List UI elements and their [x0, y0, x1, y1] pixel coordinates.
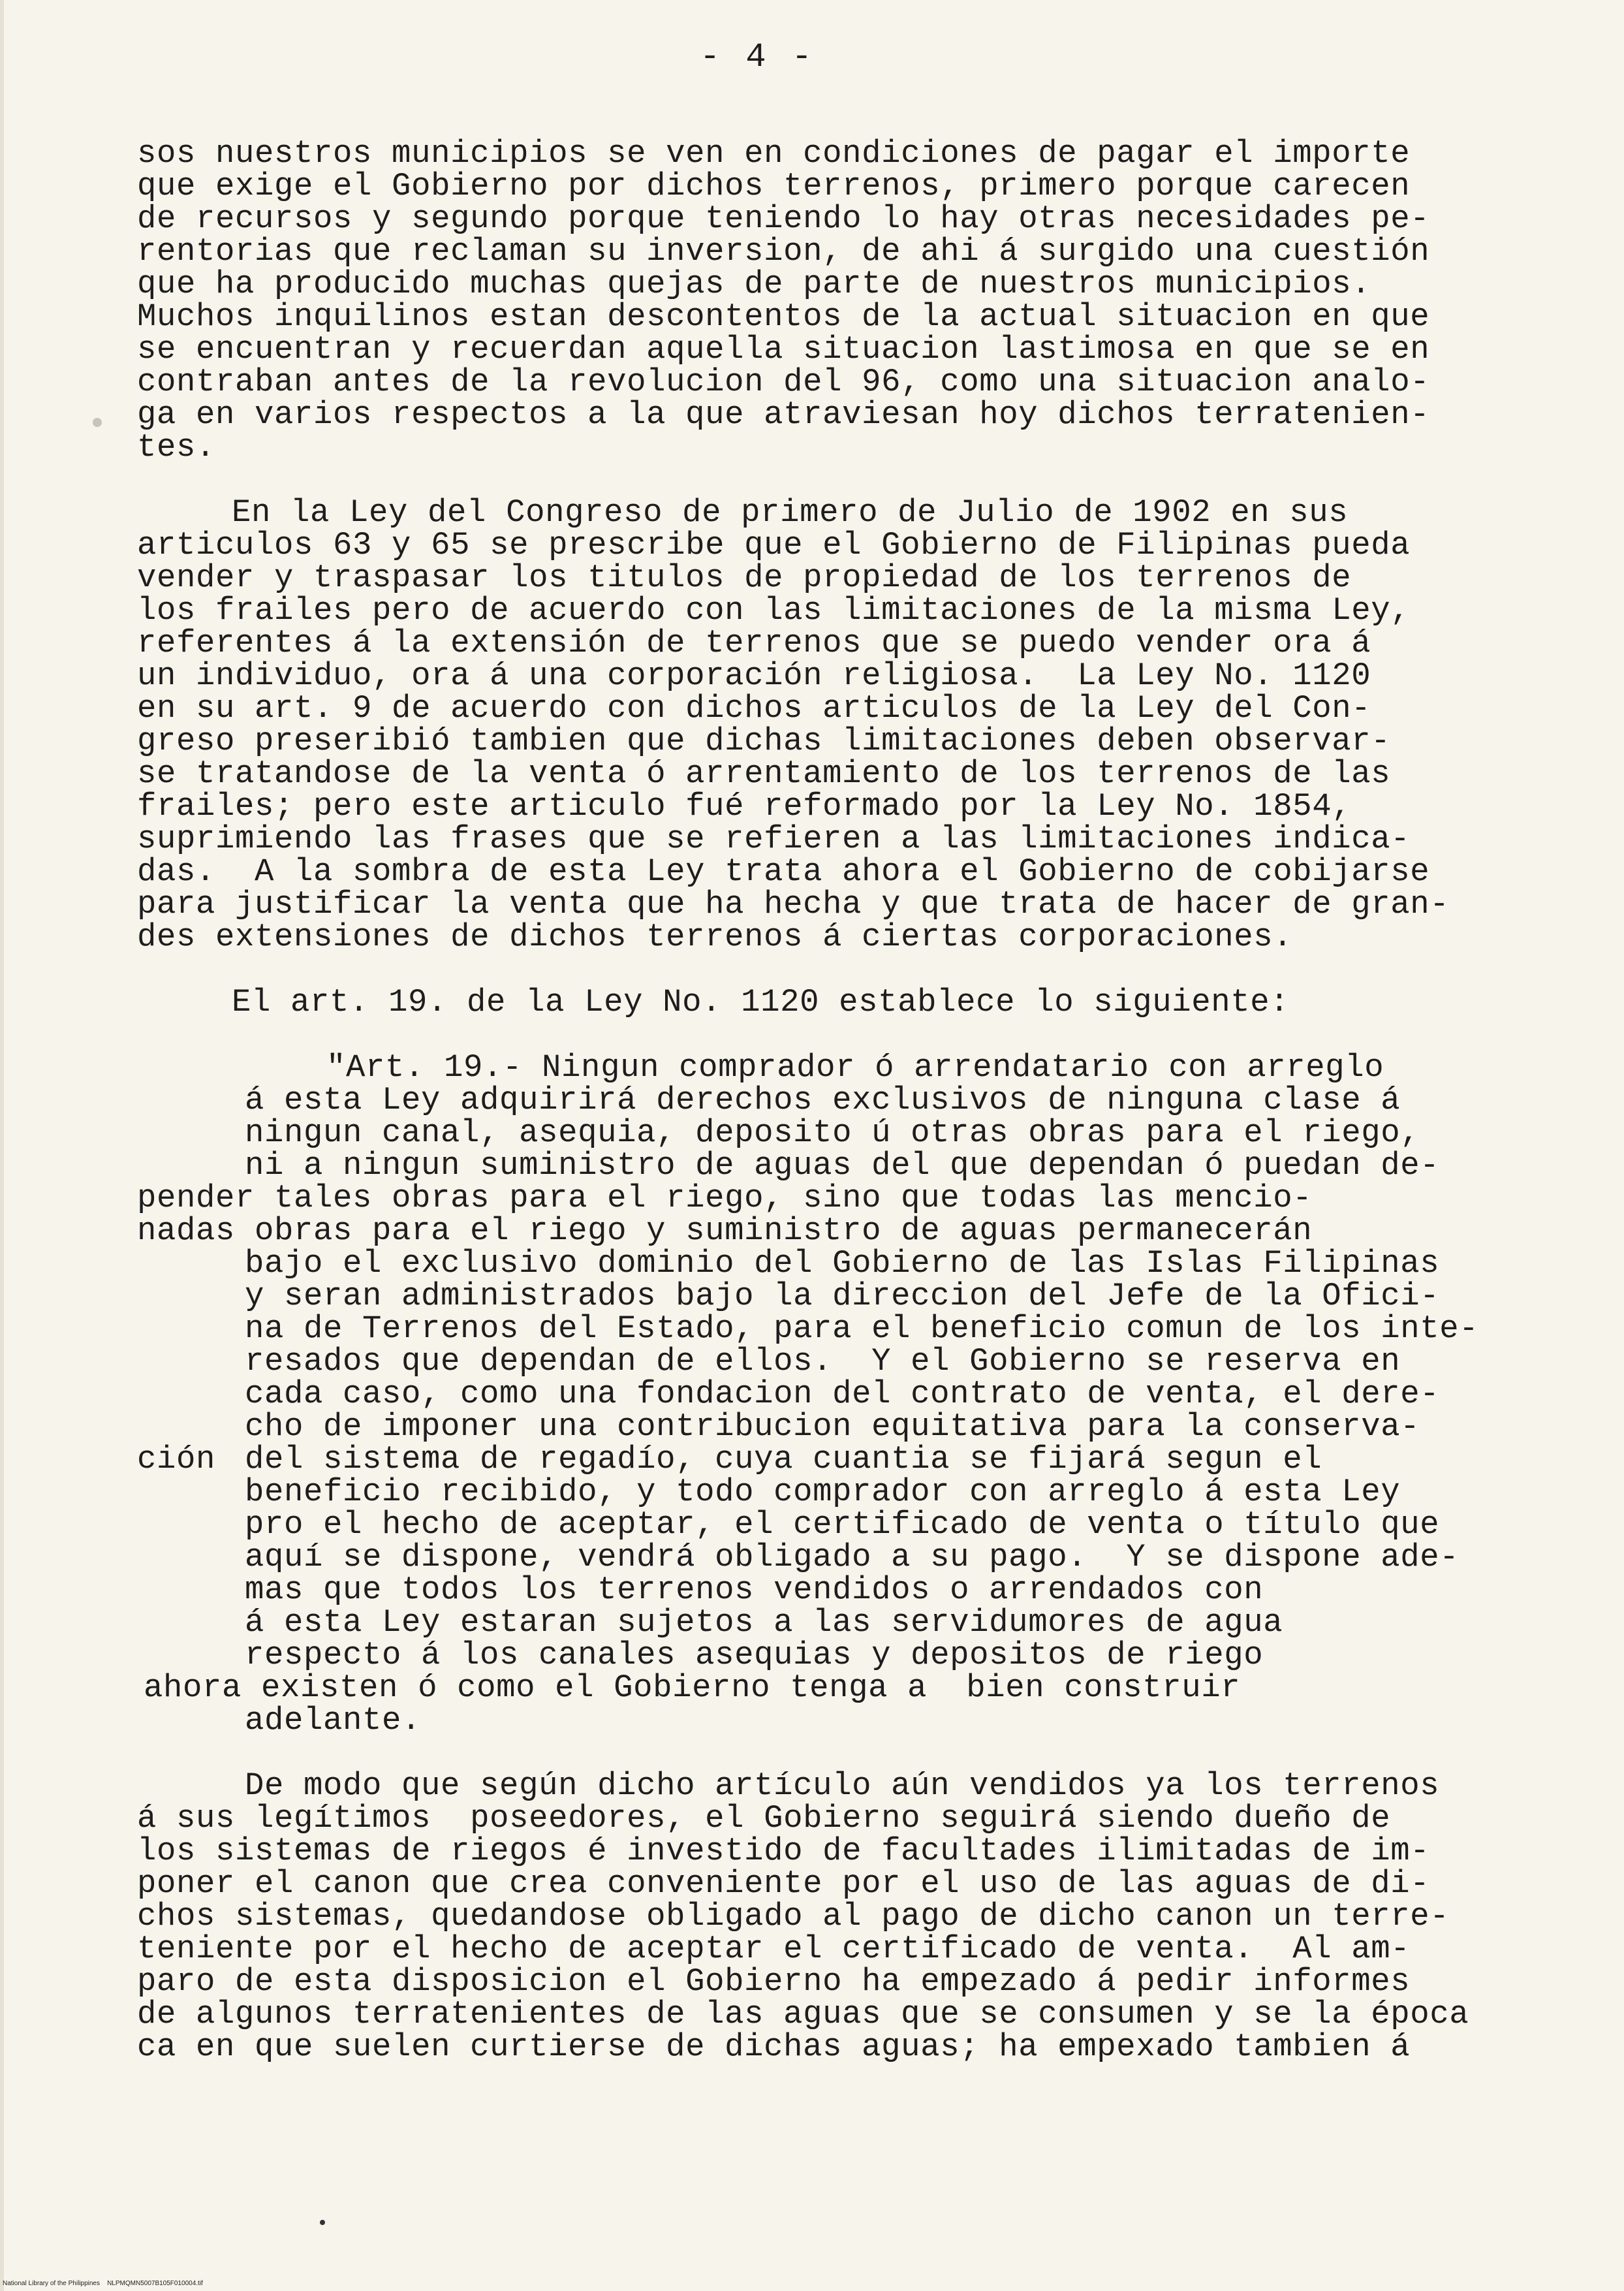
text-line: suprimiendo las frases que se refieren a las limitaciones indica- — [137, 821, 1411, 857]
quote-line: resados que dependan de ellos. Y el Gobierno se reserva en — [245, 1343, 1401, 1380]
text-line: en su art. 9 de acuerdo con dichos articulos de la Ley del Con- — [137, 690, 1371, 727]
scan-speck — [320, 2220, 325, 2225]
quote-line: del sistema de regadío, cuya cuantia se fijará segun el — [245, 1441, 1322, 1477]
text-line: ga en varios respectos a la que atraviesan hoy dichos terratenien- — [137, 396, 1430, 433]
quote-line: nadas obras para el riego y suministro de aguas permanecerán — [137, 1212, 1313, 1249]
text-line: des extensiones de dichos terrenos á ciertas corporaciones. — [137, 919, 1293, 955]
text-line: contraban antes de la revolucion del 96, como una situacion analo- — [137, 364, 1430, 400]
quote-line: ni a ningun suministro de aguas del que dependan ó puedan de- — [245, 1147, 1440, 1184]
quote-line: á esta Ley adquirirá derechos exclusivos de ninguna clase á — [245, 1082, 1401, 1118]
text-line: De modo que según dicho artículo aún vendidos ya los terrenos — [245, 1767, 1440, 1804]
quote-line: y seran administrados bajo la direccion del Jefe de la Ofici- — [245, 1278, 1440, 1314]
quote-line: mas que todos los terrenos vendidos o arrendados con — [245, 1572, 1264, 1608]
archive-footer: National Library of the Philippines NLPMQMN5007B105F010004.tif — [3, 2280, 203, 2287]
text-line: ca en que suelen curtierse de dichas aguas; ha empexado tambien á — [137, 2029, 1411, 2065]
text-line: se encuentran y recuerdan aquella situacion lastimosa en que se en — [137, 331, 1430, 368]
text-line: un individuo, ora á una corporación religiosa. La Ley No. 1120 — [137, 657, 1371, 694]
quote-line: pro el hecho de aceptar, el certificado de venta o título que — [245, 1506, 1440, 1543]
quote-line: respecto á los canales asequias y depositos de riego — [245, 1637, 1264, 1673]
text-line: poner el canon que crea conveniente por el uso de las aguas de di- — [137, 1865, 1430, 1902]
text-line: rentorias que reclaman su inversion, de ahi á surgido una cuestión — [137, 233, 1430, 270]
text-line: á sus legítimos poseedores, el Gobierno seguirá siendo dueño de — [137, 1800, 1391, 1837]
text-line: tes. — [137, 429, 216, 466]
quote-line: bajo el exclusivo dominio del Gobierno de las Islas Filipinas — [245, 1245, 1440, 1282]
text-line: de algunos terratenientes de las aguas que se consumen y se la época — [137, 1996, 1469, 2032]
text-line: greso preseribió tambien que dichas limitaciones deben observar- — [137, 723, 1391, 759]
page-edge-shadow — [0, 0, 4, 2291]
text-line: referentes á la extensión de terrenos que se puedo vender ora á — [137, 625, 1371, 661]
text-line: los frailes pero de acuerdo con las limitaciones de la misma Ley, — [137, 592, 1411, 629]
text-line: que exige el Gobierno por dichos terrenos, primero porque carecen — [137, 168, 1411, 204]
text-line: teniente por el hecho de aceptar el certificado de venta. Al am- — [137, 1931, 1411, 1967]
quote-line: á esta Ley estaran sujetos a las servidumores de agua — [245, 1604, 1283, 1641]
text-line: sos nuestros municipios se ven en condiciones de pagar el importe — [137, 135, 1411, 172]
text-line: se tratandose de la venta ó arrentamiento de los terrenos de las — [137, 755, 1391, 792]
text-line: vender y traspasar los titulos de propiedad de los terrenos de — [137, 560, 1352, 596]
quote-line: pender tales obras para el riego, sino que todas las mencio- — [137, 1180, 1313, 1216]
text-line: En la Ley del Congreso de primero de Julio de 1902 en sus — [232, 494, 1349, 531]
text-line: los sistemas de riegos é investido de facultades ilimitadas de im- — [137, 1833, 1430, 1869]
quote-line-margin-word: ción — [137, 1441, 216, 1477]
text-line: Muchos inquilinos estan descontentos de la actual situacion en que — [137, 298, 1430, 335]
quote-line: beneficio recibido, y todo comprador con arreglo á esta Ley — [245, 1474, 1401, 1510]
quote-line: "Art. 19.- Ningun comprador ó arrendatario con arreglo — [326, 1049, 1384, 1086]
text-line: frailes; pero este articulo fué reformado por la Ley No. 1854, — [137, 788, 1352, 825]
quote-line: ningun canal, asequia, deposito ú otras obras para el riego, — [245, 1114, 1420, 1151]
text-line: El art. 19. de la Ley No. 1120 establece lo siguiente: — [232, 984, 1290, 1020]
text-line: de recursos y segundo porque teniendo lo hay otras necesidades pe- — [137, 200, 1430, 237]
quote-line: adelante. — [245, 1702, 422, 1739]
text-line: articulos 63 y 65 se prescribe que el Gobierno de Filipinas pueda — [137, 527, 1411, 563]
quote-line: ahora existen ó como el Gobierno tenga a bien construir — [144, 1669, 1241, 1706]
page-number: - 4 - — [699, 38, 815, 76]
scan-speck — [93, 418, 102, 427]
quote-line: cho de imponer una contribucion equitativa para la conserva- — [245, 1408, 1420, 1445]
text-line: das. A la sombra de esta Ley trata ahora el Gobierno de cobijarse — [137, 853, 1430, 890]
text-line: que ha producido muchas quejas de parte de nuestros municipios. — [137, 266, 1371, 302]
text-line: chos sistemas, quedandose obligado al pago de dicho canon un terre- — [137, 1898, 1450, 1935]
quote-line: cada caso, como una fondacion del contrato de venta, el dere- — [245, 1376, 1440, 1412]
quote-line: na de Terrenos del Estado, para el beneficio comun de los inte- — [245, 1310, 1479, 1347]
text-line: paro de esta disposicion el Gobierno ha empezado á pedir informes — [137, 1963, 1411, 2000]
text-line: para justificar la venta que ha hecha y que trata de hacer de gran- — [137, 886, 1450, 923]
quote-line: aquí se dispone, vendrá obligado a su pago. Y se dispone ade- — [245, 1539, 1460, 1575]
